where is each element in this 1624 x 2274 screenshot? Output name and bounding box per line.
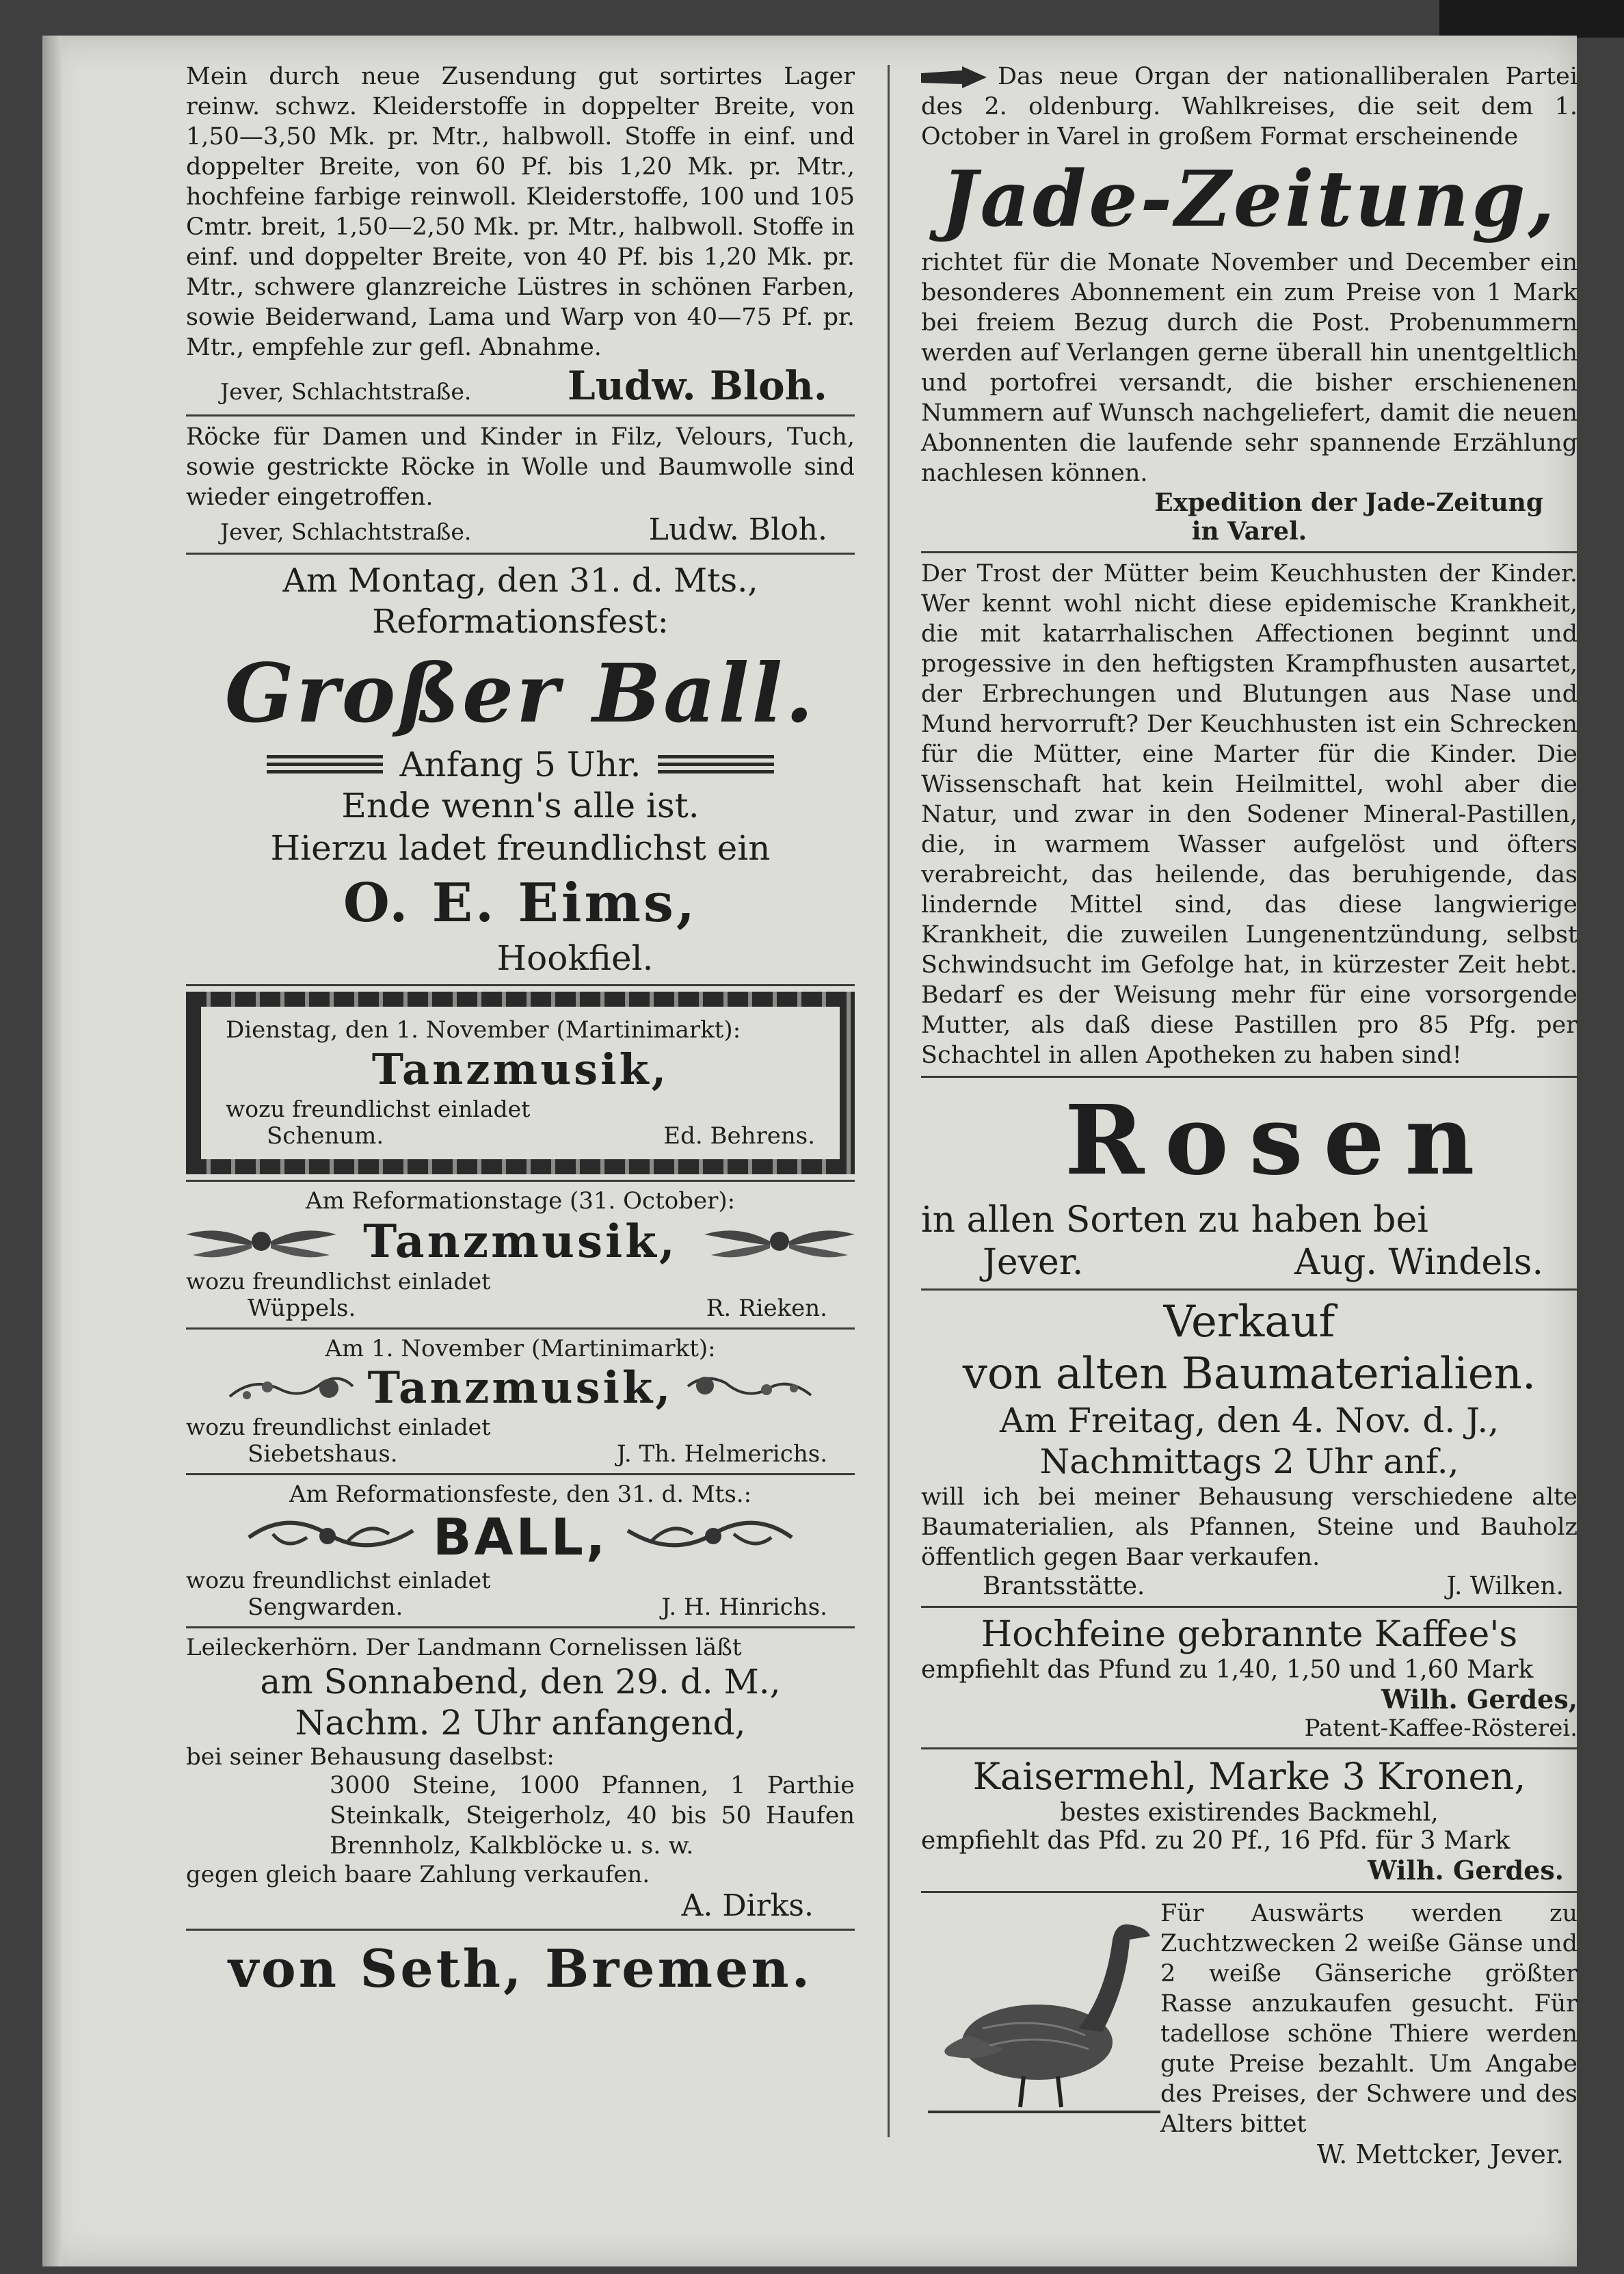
ad-invite: wozu freundlichst einladet (226, 1096, 531, 1122)
ad-jade-zeitung (921, 62, 1578, 546)
rule (186, 1473, 855, 1475)
right-column (921, 62, 1578, 2169)
ad-text: empfiehlt das Pfd. zu 20 Pf., 16 Pfd. für 3 Mark (921, 1827, 1510, 1855)
ad-roecke (186, 422, 855, 547)
ad-place: Sengwarden. (248, 1594, 403, 1621)
ad-ball-sengwarden (186, 1481, 855, 1621)
scroll-ornament-icon (245, 1510, 416, 1565)
rule (186, 414, 855, 417)
ad-text: Der Trost der Mütter beim Keuchhusten der Kinder. Wer kennt wohl nicht diese epidemische Krankheit, die mit katarrhalischen Affectionen beginnt und progessive in den heftigsten Krampfhusten ausartet, der Erbrechungen und Blutungen aus Nase und Mund hervorruft? Der Keuchhusten ist ein Schrecken für die Mütter, eine Marter für die Kinder. Die Wissenschaft hat kein Heilmittel, wohl aber die Natur, und zwar in den Sodener Mineral-Pastillen, die, in warmem Wasser aufgelöst und öfters verabreicht, das heilende, das beruhigende, das lindernde Mittel sind, das diese langwierige Krankheit, die zuweilen Lungenentzündung, selbst Schwindsucht im Gefolge hat, in kürzester Zeit hebt. Bedarf es der Weisung mehr für eine vorsorgende Mutter, als daß diese Pastillen pro 85 Pfg. per Schachtel in allen Apotheken zu haben sind! (921, 560, 1578, 1069)
ad-occasion: Reformationsfest: (372, 603, 669, 641)
ad-headline: Tanzmusik, (367, 1362, 674, 1414)
ad-place: Schenum. (267, 1122, 384, 1150)
ad-text: empfiehlt das Pfund zu 1,40, 1,50 und 1,60 Mark (921, 1656, 1534, 1684)
rule (921, 1891, 1578, 1893)
ad-headline: Jade-Zeitung, (941, 155, 1558, 244)
ad-headline: Rosen (1065, 1085, 1495, 1197)
ad-text: Mein durch neue Zusendung gut sortirtes Lager reinw. schwz. Kleiderstoffe in doppelter Breite, von 1,50—3,50 Mk. pr. Mtr., halbwoll. Stoffe in einf. und doppelter Breite, von 60 Pf. bis 1,20 Mk. pr. Mtr., hochfeine farbige reinwoll. Kleiderstoffe, 100 und 105 Cmtr. breit, 1,50—2,50 Mk. pr. Mtr., halbwoll. Stoffe in einf. und doppelter Breite, von 40 Pf. bis 1,20 Mk. pr. Mtr., schwere glanzreiche Lüstres in schönen Farben, sowie Beiderwand, Lama und Warp von 40—75 Pf. pr. Mtr., empfehle zur gefl. Abnahme. (186, 63, 855, 361)
ad-name: J. H. Hinrichs. (661, 1594, 827, 1621)
ad-date: Dienstag, den 1. November (Martinimarkt): (226, 1016, 741, 1044)
ad-sign-line2: in Varel. (1191, 517, 1307, 546)
ad-date: Am Freitag, den 4. Nov. d. J., (999, 1401, 1500, 1440)
ad-headline2: von alten Baumaterialien. (962, 1349, 1536, 1399)
ad-name: W. Mettcker, Jever. (1316, 2139, 1564, 2169)
ad-place: Hookfiel. (496, 938, 654, 978)
angel-ornament-icon (704, 1221, 855, 1262)
scan-corner (1439, 0, 1624, 38)
ad-date: Am 1. November (Martinimarkt): (325, 1335, 716, 1362)
ad-time: Nachmittags 2 Uhr anf., (1039, 1442, 1459, 1481)
ad-auction-dirks (186, 1634, 855, 1923)
column-divider (888, 65, 890, 2137)
ad-place: Jever, Schlachtstraße. (220, 378, 472, 405)
ad-headline: Großer Ball. (224, 646, 816, 741)
ad-name: O. E. Eims, (343, 872, 698, 934)
ad-body: richtet für die Monate November und December ein besonderes Abonnement ein zum Preise von 1 Mark bei freiem Bezug durch die Post. Probenummern werden auf Verlangen gerne überall hin unentgeltlich und portofrei versandt, die bisher erschienenen Nummern auf Wunsch nachgeliefert, damit die neuen Abonnenten die laufende sehr spannende Erzählung nachlesen können. (921, 249, 1578, 487)
ad-sub: bestes existirendes Backmehl, (1060, 1799, 1439, 1827)
ad-intro: Leileckerhörn. Der Landmann Cornelissen läßt (186, 1634, 742, 1661)
ad-place: Siebetshaus. (248, 1440, 398, 1468)
rule (921, 551, 1578, 553)
ad-headline1: Verkauf (1163, 1297, 1335, 1347)
ad-kaffee (921, 1613, 1578, 1742)
ad-name: Wilh. Gerdes. (1368, 1855, 1564, 1886)
ad-tanzmusik-wueppels (186, 1187, 855, 1322)
rule (921, 1288, 1578, 1291)
ad-place: Jever. (983, 1242, 1084, 1283)
ad-tanzmusik-schenum (186, 992, 855, 1174)
ad-name: A. Dirks. (681, 1888, 814, 1923)
ad-von-seth: von Seth, Bremen. (228, 1938, 813, 1999)
ad-text: Röcke für Damen und Kinder in Filz, Velours, Tuch, sowie gestrickte Röcke in Wolle und Baumwolle sind wieder eingetroffen. (186, 423, 855, 511)
rule (186, 1626, 855, 1628)
ad-sign-line1: Expedition der Jade-Zeitung (1154, 488, 1543, 517)
ad-time: Nachm. 2 Uhr anfangend, (295, 1703, 746, 1743)
ad-text: in allen Sorten zu haben bei (921, 1200, 1428, 1241)
floral-ornament-icon (684, 1369, 814, 1407)
rule (186, 1929, 855, 1931)
ad-headline: Kaisermehl, Marke 3 Kronen, (972, 1755, 1526, 1798)
ad-signature: Ludw. Bloh. (648, 512, 827, 547)
ad-location: bei seiner Behausung daselbst: (186, 1743, 555, 1771)
ad-headline: Tanzmusik, (363, 1215, 678, 1268)
ad-signature: Ludw. Bloh. (567, 362, 827, 409)
ad-name: J. Wilken. (1446, 1572, 1564, 1600)
rule (186, 1327, 855, 1330)
ad-date: am Sonnabend, den 29. d. M., (260, 1662, 781, 1702)
ad-name: Aug. Windels. (1294, 1242, 1543, 1283)
rule-lines-icon (267, 752, 383, 777)
ad-name: R. Rieken. (706, 1295, 827, 1322)
floral-ornament-icon (226, 1369, 356, 1407)
ad-place: Wüppels. (248, 1295, 356, 1322)
ad-kleiderstoffe (186, 62, 855, 409)
ad-text: Für Auswärts werden zu Zuchtzwecken 2 weiße Gänse und 2 weiße Gänseriche größter Rasse anzukaufen gesucht. Für tadellose schöne Thiere werden gute Preise bezahlt. Um Angabe des Preises, der Schwere und des Alters bittet (1160, 1900, 1578, 2138)
ad-terms: gegen gleich baare Zahlung verkaufen. (186, 1861, 650, 1888)
ad-items: 3000 Steine, 1000 Pfannen, 1 Parthie Steinkalk, Steigerholz, 40 bis 50 Haufen Brennholz, Kalkblöcke u. s. w. (330, 1772, 855, 1860)
ad-headline: Tanzmusik, (371, 1044, 669, 1094)
page-edge (42, 36, 62, 2266)
ad-text: will ich bei meiner Behausung verschiedene alte Baumaterialien, als Pfannen, Steine und Bauholz öffentlich gegen Baar verkaufen. (921, 1483, 1578, 1571)
ad-invite: wozu freundlichst einladet (186, 1567, 491, 1594)
goose-icon (921, 1912, 1167, 2117)
ad-rosen (921, 1083, 1578, 1283)
ad-keuchhusten (921, 559, 1578, 1070)
ad-baumaterialien (921, 1296, 1578, 1600)
ad-date: Am Reformationsfeste, den 31. d. Mts.: (289, 1481, 752, 1508)
scroll-ornament-icon (624, 1510, 795, 1565)
rule (921, 1747, 1578, 1749)
ad-grosser-ball (186, 560, 855, 979)
ad-date: Am Reformationstage (31. October): (305, 1187, 736, 1215)
rule (186, 1180, 855, 1182)
ad-invite: Hierzu ladet freundlichst ein (270, 828, 771, 868)
ad-end: Ende wenn's alle ist. (341, 786, 700, 825)
ad-gaense (921, 1899, 1578, 2169)
ad-kaisermehl (921, 1755, 1578, 1886)
ad-name: Ed. Behrens. (663, 1122, 815, 1150)
ad-invite: wozu freundlichst einladet (186, 1414, 491, 1440)
ad-place: Brantsstätte. (983, 1572, 1145, 1600)
angel-ornament-icon (186, 1221, 336, 1262)
ad-headline: Hochfeine gebrannte Kaffee's (981, 1614, 1518, 1655)
ad-name: Wilh. Gerdes, (1381, 1684, 1578, 1715)
ad-headline: BALL, (432, 1508, 609, 1567)
rule (921, 1606, 1578, 1608)
ad-start: Anfang 5 Uhr. (399, 745, 641, 784)
rule (921, 1076, 1578, 1078)
ad-sub: Patent-Kaffee-Rösterei. (1304, 1715, 1578, 1742)
ad-intro-paragraph (921, 62, 1578, 152)
rule (186, 553, 855, 555)
ad-date: Am Montag, den 31. d. Mts., (282, 561, 758, 600)
ad-place: Jever, Schlachtstraße. (220, 518, 472, 545)
ad-name: J. Th. Helmerichs. (616, 1440, 827, 1468)
pointing-hand-icon (921, 66, 989, 90)
ad-intro: Das neue Organ der nationalliberalen Partei des 2. oldenburg. Wahlkreises, die seit dem 1. October in Varel in großem Format erscheinende (921, 63, 1578, 150)
left-column (186, 62, 855, 2002)
rule-lines-icon (658, 752, 774, 777)
ad-invite: wozu freundlichst einladet (186, 1268, 491, 1295)
rule (186, 984, 855, 986)
ad-tanzmusik-siebetshaus (186, 1335, 855, 1468)
